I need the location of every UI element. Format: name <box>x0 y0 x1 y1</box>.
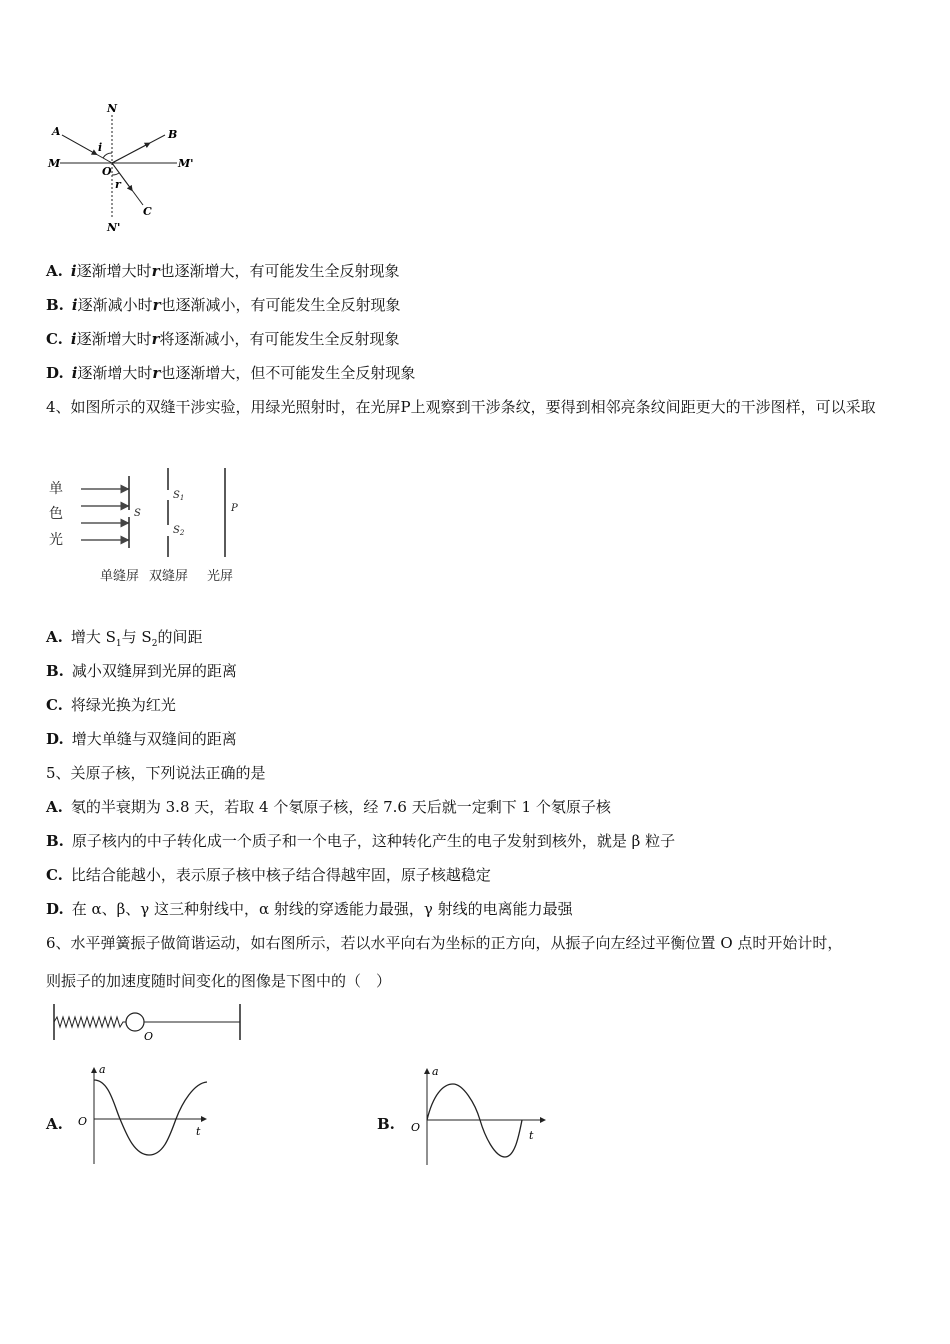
option-text: 逐渐增大时 <box>77 364 153 382</box>
light-char-1: 单 <box>49 481 63 497</box>
label-S: S <box>134 508 141 519</box>
option-letter: C. <box>46 866 63 884</box>
option-text: 也逐渐减小，有可能发生全反射现象 <box>160 296 401 314</box>
label-S1-sub: 1 <box>179 494 185 502</box>
option-text: 也逐渐增大，有可能发生全反射现象 <box>159 262 400 280</box>
equilibrium-label-O: O <box>144 1030 154 1043</box>
subscript: 1 <box>115 639 122 649</box>
label-O: O <box>102 165 112 178</box>
q3-option-b[interactable] <box>46 295 401 315</box>
label-S1: S <box>173 490 180 501</box>
var-i: i <box>70 262 77 280</box>
light-char-3: 光 <box>49 532 63 548</box>
label-i: i <box>98 141 103 154</box>
option-letter: C. <box>46 330 63 348</box>
graph-b[interactable] <box>405 1065 555 1170</box>
option-text: 逐渐增大时 <box>76 330 152 348</box>
option-letter: D. <box>46 364 64 382</box>
label-M: M <box>48 157 61 170</box>
origin-label: O <box>411 1121 421 1134</box>
option-letter: A. <box>46 1115 63 1133</box>
label-C: C <box>143 205 152 218</box>
var-r: r <box>152 364 161 382</box>
option-letter: D. <box>46 730 64 748</box>
x-label: t <box>196 1125 201 1138</box>
option-letter: B. <box>46 296 64 314</box>
label-S2-sub: 2 <box>179 529 185 537</box>
label-N: N <box>107 102 118 115</box>
caption-screen: 光屏 <box>207 569 234 584</box>
q5-stem: 5、关原子核，下列说法正确的是 <box>46 764 266 782</box>
option-text: 减小双缝屏到光屏的距离 <box>71 662 237 680</box>
option-letter: C. <box>46 696 63 714</box>
svg-text:S1 <box>173 490 184 502</box>
spring-oscillator-figure <box>40 1000 250 1045</box>
option-text: 增大 S <box>70 628 116 646</box>
q4-option-d[interactable] <box>46 729 237 749</box>
q6-stem-line2: 则振子的加速度随时间变化的图像是下图中的（ ） <box>46 972 392 990</box>
label-M-prime: M' <box>178 157 194 170</box>
cosine-curve <box>94 1080 207 1155</box>
option-text: 将绿光换为红光 <box>70 696 176 714</box>
option-text: 氡的半衰期为 3.8 天，若取 4 个氡原子核，经 7.6 天后就一定剩下 1 个氡原子核 <box>70 798 611 816</box>
q3-option-d[interactable] <box>46 363 415 383</box>
var-i: i <box>70 330 77 348</box>
y-label: a <box>99 1063 106 1076</box>
label-B: B <box>168 128 178 141</box>
q4-stem: 4、如图所示的双缝干涉实验，用绿光照射时，在光屏P上观察到干涉条纹，要得到相邻亮条纹间距更大的干涉图样，可以采取 <box>46 398 876 416</box>
option-text: 将逐渐减小，有可能发生全反射现象 <box>159 330 400 348</box>
subscript: 2 <box>151 639 158 649</box>
var-i: i <box>71 364 78 382</box>
q6-option-a[interactable] <box>46 1114 63 1134</box>
q5-option-b[interactable] <box>46 831 675 851</box>
var-r: r <box>151 330 160 348</box>
q6-stem-line1: 6、水平弹簧振子做简谐运动，如右图所示，若以水平向右为坐标的正方向，从振子向左经过平衡位置 O 点时开始计时， <box>46 934 843 952</box>
var-r: r <box>151 262 160 280</box>
q4-option-a[interactable] <box>46 627 202 654</box>
var-r: r <box>152 296 161 314</box>
option-text: 比结合能越小，表示原子核中核子结合得越牢固，原子核越稳定 <box>70 866 491 884</box>
option-letter: A. <box>46 798 63 816</box>
q6-option-b[interactable] <box>377 1114 395 1134</box>
label-P: P <box>231 503 238 514</box>
option-text: 逐渐增大时 <box>76 262 152 280</box>
var-i: i <box>71 296 78 314</box>
graph-a[interactable] <box>74 1060 224 1170</box>
q5-option-d[interactable] <box>46 899 573 919</box>
refraction-figure <box>40 95 200 240</box>
option-text: 与 S <box>121 628 152 646</box>
q3-option-a[interactable] <box>46 261 400 281</box>
svg-text:S2 <box>173 525 185 537</box>
option-letter: A. <box>46 262 63 280</box>
q5-option-a[interactable] <box>46 797 611 817</box>
q4-option-c[interactable] <box>46 695 176 715</box>
option-text: 的间距 <box>157 628 203 646</box>
option-text: 原子核内的中子转化成一个质子和一个电子，这种转化产生的电子发射到核外，就是 β 粒子 <box>71 832 676 850</box>
q3-option-c[interactable] <box>46 329 400 349</box>
x-label: t <box>529 1129 534 1142</box>
origin-label: O <box>78 1115 88 1128</box>
caption-double-slit: 双缝屏 <box>149 569 189 584</box>
option-text: 也逐渐增大，但不可能发生全反射现象 <box>160 364 416 382</box>
double-slit-figure <box>40 460 260 590</box>
caption-single-slit: 单缝屏 <box>100 569 140 584</box>
light-char-2: 色 <box>49 506 63 522</box>
label-S2: S <box>173 525 180 536</box>
label-A: A <box>52 125 61 138</box>
option-text: 逐渐减小时 <box>77 296 153 314</box>
label-N-prime: N' <box>107 221 121 234</box>
option-letter: B. <box>46 662 64 680</box>
option-text: 增大单缝与双缝间的距离 <box>71 730 237 748</box>
option-letter: D. <box>46 900 64 918</box>
label-r: r <box>115 178 121 191</box>
option-text: 在 α、β、γ 这三种射线中，α 射线的穿透能力最强，γ 射线的电离能力最强 <box>71 900 573 918</box>
q4-option-b[interactable] <box>46 661 237 681</box>
q5-option-c[interactable] <box>46 865 491 885</box>
option-letter: B. <box>377 1115 395 1133</box>
option-letter: A. <box>46 628 63 646</box>
y-label: a <box>432 1065 439 1078</box>
option-letter: B. <box>46 832 64 850</box>
